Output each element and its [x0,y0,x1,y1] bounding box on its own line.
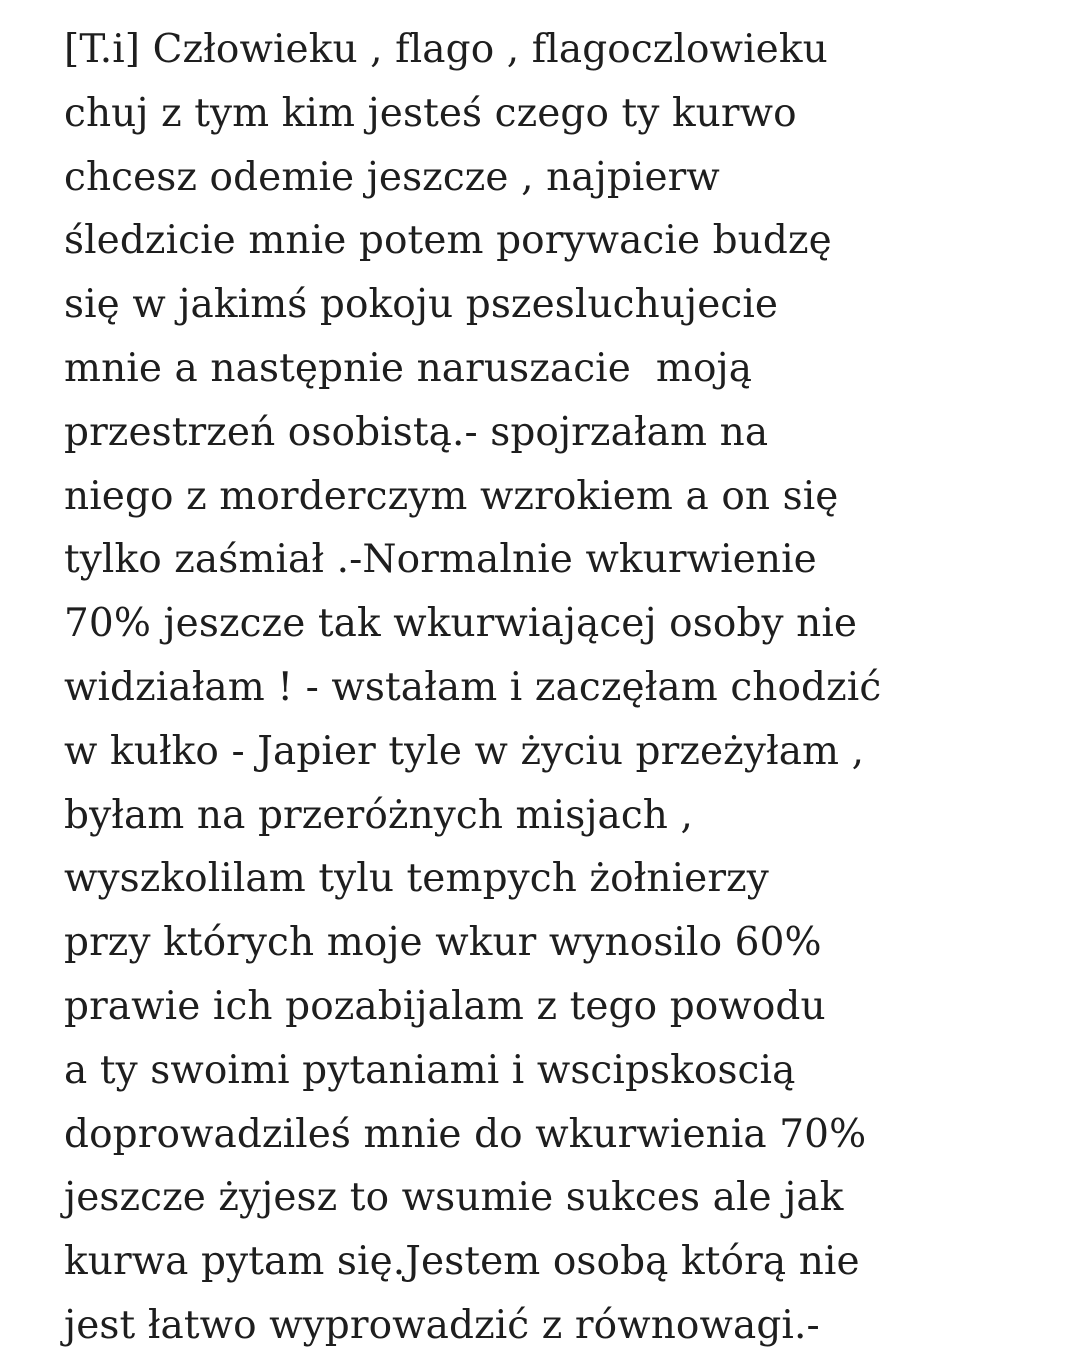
text-line: przy których moje wkur wynosilo 60% [64,920,822,966]
text-line: mnie a następnie naruszacie moją [64,345,753,391]
text-line: doprowadzileś mnie do wkurwienia 70% [64,1111,867,1157]
text-line: niego z morderczym wzrokiem a on się [64,473,839,519]
text-line: wyszkolilam tylu tempych żołnierzy [64,856,769,902]
text-line: a ty swoimi pytaniami i wscipskoscią [64,1047,796,1093]
text-line: jeszcze żyjesz to wsumie sukces ale jak [64,1175,844,1221]
text-line: chuj z tym kim jesteś czego ty kurwo [64,90,797,136]
text-line: 70% jeszcze tak wkurwiającej osoby nie [64,601,858,647]
text-line: śledzicie mnie potem porywacie budzę [64,218,832,264]
text-line: tylko zaśmiał .-Normalnie wkurwienie [64,537,817,583]
text-line: [T.i] Człowieku , flago , flagoczlowieku [64,27,828,72]
text-line: się w jakimś pokoju pszesluchujecie [64,282,779,328]
story-text [64,18,1064,1358]
text-line: przestrzeń osobistą.- spojrzałam na [64,409,769,455]
text-line: chcesz odemie jeszcze , najpierw [64,154,720,200]
text-line: prawie ich pozabijalam z tego powodu [64,983,826,1029]
text-line: w kułko - Japier tyle w życiu przeżyłam , [64,728,865,774]
text-line: byłam na przeróżnych misjach , [64,792,694,838]
text-line: kurwa pytam się.Jestem osobą którą nie [64,1239,860,1285]
text-line: widziałam ! - wstałam i zaczęłam chodzić [64,664,882,710]
text-line: jest łatwo wyprowadzić z równowagi.- [64,1302,820,1348]
